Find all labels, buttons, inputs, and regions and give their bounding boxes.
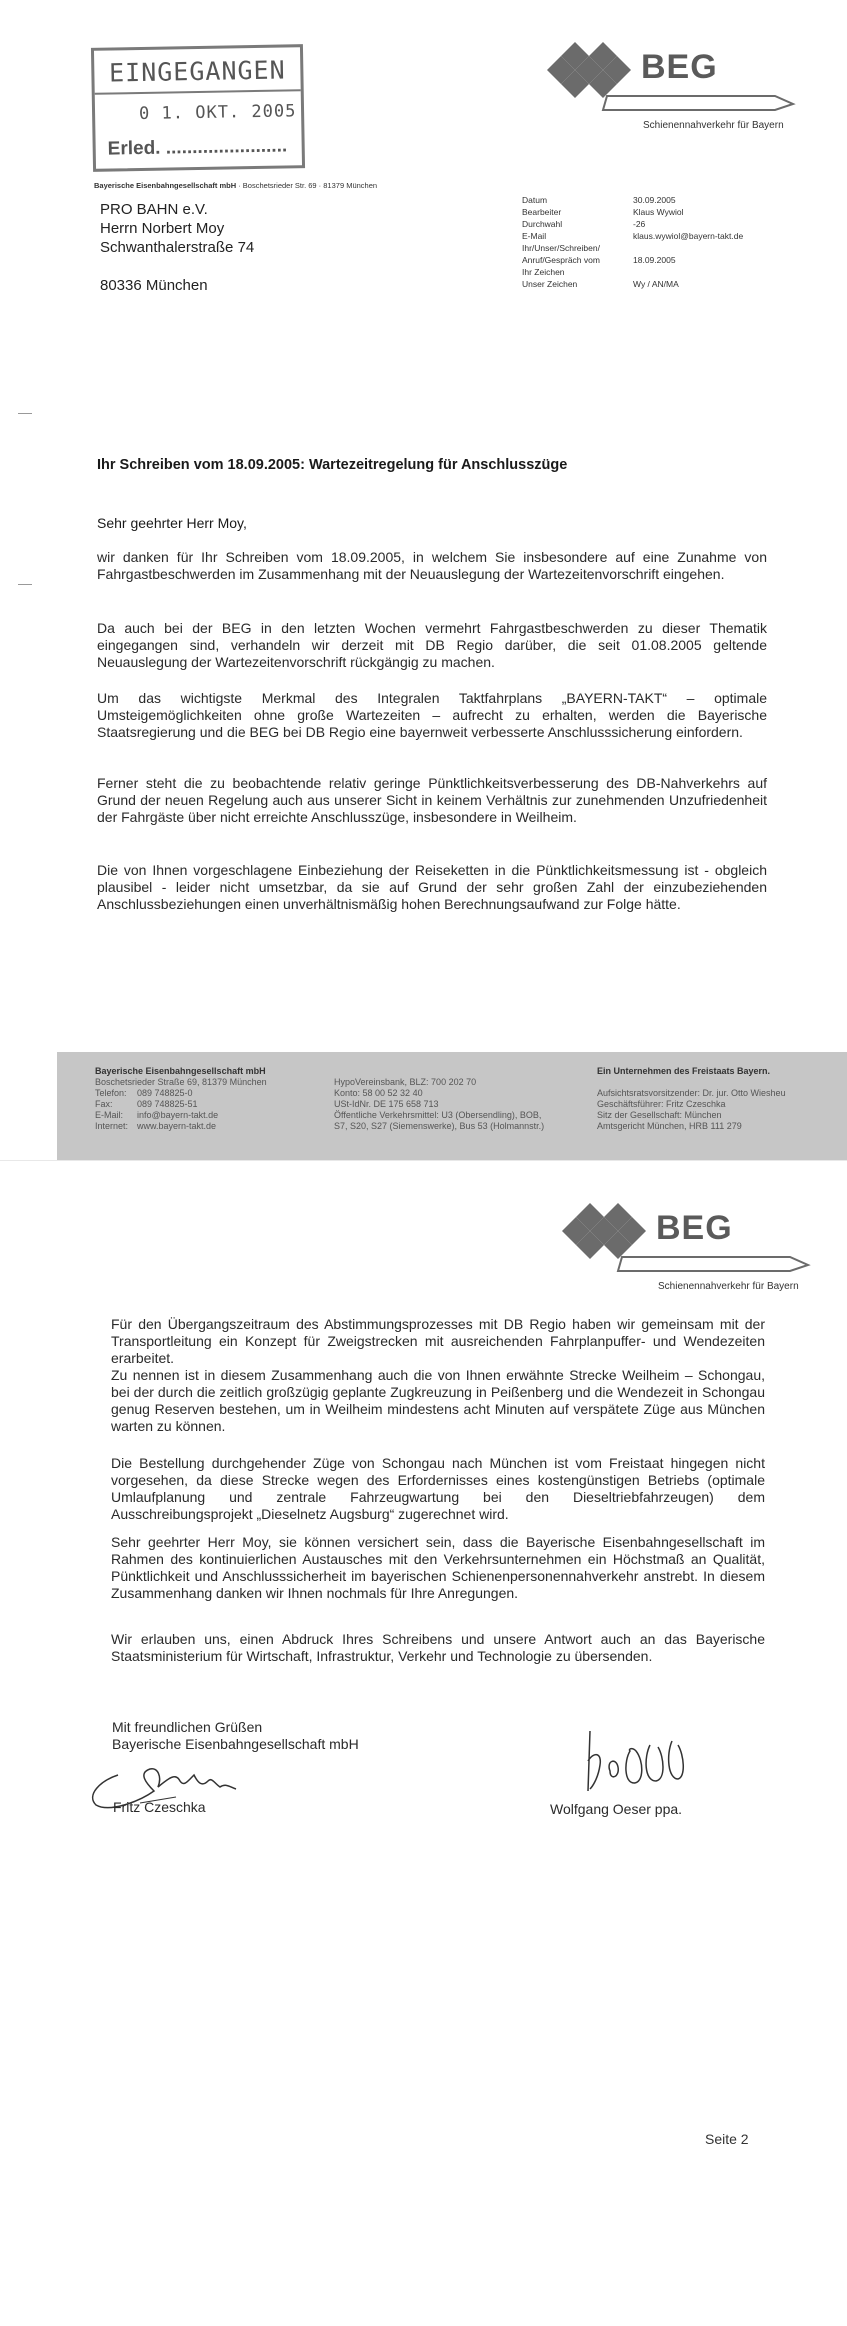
meta-label: Ihr/Unser/Schreiben/ xyxy=(522,243,600,253)
paragraph: Da auch bei der BEG in den letzten Wochen vermehrt Fahrgastbeschwerden zu dieser Thematik eingegangen sind, verhandeln wir derzeit mit DB Regio darüber, die seit 01.08.2005 geltende Neuauslegung der Wartezeitenvorschrift rückgängig zu machen. xyxy=(97,620,767,670)
logo-subtitle: Schienennahverkehr für Bayern xyxy=(658,1281,799,1292)
signer-oeser: Wolfgang Oeser ppa. xyxy=(550,1801,683,1817)
letter-footer xyxy=(57,1052,847,1160)
salutation: Sehr geehrter Herr Moy, xyxy=(97,515,247,531)
paragraph: Ferner steht die zu beobachtende relativ geringe Pünktlichkeitsverbesserung des DB-Nahverkehrs auf Grund der neuen Regelung auch aus unserer Sicht in keinem Verhältnis zur zunehmenden Unzufriedenheit der Fahrgäste über nicht erreichte Anschlusszüge, insbesondere in Weilheim. xyxy=(97,775,767,825)
footer-contact-row xyxy=(95,1099,267,1110)
footer-address: Boschetsrieder Straße 69, 81379 München xyxy=(95,1077,267,1087)
paragraph: Wir erlauben uns, einen Abdruck Ihres Schreibens und unsere Antwort auch an das Bayerische Staatsministerium für Wirtschaft, Infrastruktur, Verkehr und Technologie zu übersenden. xyxy=(111,1631,765,1664)
meta-value: Wy / AN/MA xyxy=(633,279,679,289)
footer-line: S7, S20, S27 (Siemenswerke), Bus 53 (Holmannstr.) xyxy=(334,1121,545,1131)
meta-value: 18.09.2005 xyxy=(633,255,676,265)
meta-value: klaus.wywiol@bayern-takt.de xyxy=(633,231,744,241)
sender-return-line xyxy=(94,181,377,190)
paragraph: Die Bestellung durchgehender Züge von Schongau nach München ist vom Freistaat hingegen nicht vorgesehen, da diese Strecke wegen des Erfordernisses eines kostengünstigen Betriebs (optimale Umlaufplanung und zentrale Fahrzeugwartung bei den Dieseltriebfahrzeugen) dem Ausschreibungsprojekt „Dieselnetz Augsburg“ zugerechnet wird. xyxy=(111,1455,765,1522)
footer-contact-key: Fax: xyxy=(95,1099,113,1109)
signature-oeser-icon xyxy=(580,1721,700,1801)
stamp-title: EINGEGANGEN xyxy=(94,51,301,95)
recipient-line: PRO BAHN e.V. xyxy=(100,201,208,218)
recipient-line: 80336 München xyxy=(100,277,208,294)
footer-contact-key: E-Mail: xyxy=(95,1110,124,1120)
paragraph: Für den Übergangszeitraum des Abstimmungsprozesses mit DB Regio haben wir gemeinsam mit der Transportleitung ein Konzept für Zweigstrecken mit ausreichenden Fahrplanpuffer- und Wendezeiten erarbeitet. Zu nennen ist in diesem Zusammenhang auch die von Ihnen erwähnte Strecke Weilheim – Schongau, bei der durch die zeitlich großzügig geplante Zugkreuzung in Peißenberg und die Wendezeit in Schongau genug Reserven bestehen, um in Weilheim mindestens acht Minuten auf verspätete Züge aus München warten zu können. xyxy=(111,1316,765,1434)
footer-bank-col xyxy=(334,1077,544,1132)
fold-mark xyxy=(18,584,32,585)
meta-label: E-Mail xyxy=(522,231,547,241)
meta-label: Durchwahl xyxy=(522,219,563,229)
footer-owner: Ein Unternehmen des Freistaats Bayern. xyxy=(597,1066,771,1076)
paragraph: Sehr geehrter Herr Moy, sie können versichert sein, dass die Bayerische Eisenbahngesellschaft im Rahmen des kontinuierlichen Austausches mit den Verkehrsunternehmen ein Höchstmaß an Qualität, Pünktlichkeit und Anschlusssicherheit im bayerischen Schienenpersonennahverkehr anstrebt. In diesem Zusammenhang danken wir Ihnen nochmals für Ihre Anregungen. xyxy=(111,1534,765,1601)
meta-label: Anruf/Gespräch vom xyxy=(522,255,600,265)
meta-label: Datum xyxy=(522,195,548,205)
logo-subtitle: Schienennahverkehr für Bayern xyxy=(643,120,784,131)
meta-label: Unser Zeichen xyxy=(522,279,578,289)
stamp-date: 0 1. OKT. 2005 xyxy=(138,101,297,125)
footer-contact-value: 089 748825-0 xyxy=(137,1088,193,1098)
received-stamp xyxy=(91,44,305,172)
footer-line: Konto: 58 00 52 32 40 xyxy=(334,1088,423,1098)
signer-czeschka: Fritz Czeschka xyxy=(113,1799,206,1815)
meta-label: Ihr Zeichen xyxy=(522,267,565,277)
footer-contact-row xyxy=(95,1121,267,1132)
recipient-address xyxy=(100,200,254,295)
footer-contact-key: Internet: xyxy=(95,1121,129,1131)
sender-address: · Boschetsrieder Str. 69 · 81379 München xyxy=(236,181,378,190)
sender-company: Bayerische Eisenbahngesellschaft mbH xyxy=(94,181,237,190)
meta-value: Klaus Wywiol xyxy=(633,207,684,217)
footer-line: Geschäftsführer: Fritz Czeschka xyxy=(597,1099,726,1109)
recipient-line: Schwanthalerstraße 74 xyxy=(100,239,255,256)
footer-contact-key: Telefon: xyxy=(95,1088,127,1098)
footer-line: Sitz der Gesellschaft: München xyxy=(597,1110,722,1120)
page-number: Seite 2 xyxy=(705,2131,749,2147)
letter-subject: Ihr Schreiben vom 18.09.2005: Wartezeitregelung für Anschlusszüge xyxy=(97,457,568,473)
footer-line: Amtsgericht München, HRB 111 279 xyxy=(597,1121,742,1131)
footer-line: HypoVereinsbank, BLZ: 700 202 70 xyxy=(334,1077,477,1087)
stamp-erled: Erled. ....................... xyxy=(107,135,288,160)
paragraph: Die von Ihnen vorgeschlagene Einbeziehung der Reiseketten in die Pünktlichkeitsmessung ist - obgleich plausibel - leider nicht umsetzbar, da sie auf Grund der sehr großen Zahl der einzubeziehenden Anschlussbeziehungen einen unverhältnismäßig hohen Berechnungsaufwand zur Folge hätte. xyxy=(97,862,767,912)
footer-contact-value: www.bayern-takt.de xyxy=(137,1121,217,1131)
footer-contact-value: 089 748825-51 xyxy=(137,1099,198,1109)
paragraph: wir danken für Ihr Schreiben vom 18.09.2005, in welchem Sie insbesondere auf eine Zunahme von Fahrgastbeschwerden im Zusammenhang mit der Neuauslegung der Wartezeitenvorschrift eingehen. xyxy=(97,549,767,582)
footer-line: USt-IdNr. DE 175 658 713 xyxy=(334,1099,439,1109)
beg-logo xyxy=(560,1199,847,1309)
closing-company: Bayerische Eisenbahngesellschaft mbH xyxy=(112,1736,359,1752)
footer-contact-row xyxy=(95,1088,267,1099)
footer-contact-value: info@bayern-takt.de xyxy=(137,1110,219,1120)
recipient-line: Herrn Norbert Moy xyxy=(100,220,225,237)
meta-label: Bearbeiter xyxy=(522,207,562,217)
meta-value: -26 xyxy=(633,219,646,229)
footer-contact-row xyxy=(95,1110,267,1121)
letter-page-2 xyxy=(0,1160,847,2326)
paragraph: Um das wichtigste Merkmal des Integralen Taktfahrplans „BAYERN-TAKT“ – optimale Umsteigemöglichkeiten ohne große Wartezeiten – aufrecht zu erhalten, werden die Bayerische Staatsregierung und die BEG bei DB Regio eine bayernweit verbesserte Anschlusssicherung einfordern. xyxy=(97,690,767,740)
letter-page-1 xyxy=(0,0,847,1160)
fold-mark xyxy=(18,413,32,414)
logo-text: BEG xyxy=(641,48,718,86)
logo-text: BEG xyxy=(656,1209,733,1247)
footer-company: Bayerische Eisenbahngesellschaft mbH xyxy=(95,1066,266,1076)
closing-greeting: Mit freundlichen Grüßen xyxy=(112,1719,263,1735)
footer-company-col xyxy=(95,1066,267,1132)
footer-line: Öffentliche Verkehrsmittel: U3 (Obersendling), BOB, xyxy=(334,1110,542,1120)
footer-legal-col xyxy=(597,1066,786,1132)
footer-line: Aufsichtsratsvorsitzender: Dr. jur. Otto Wiesheu xyxy=(597,1088,786,1098)
beg-logo xyxy=(545,38,845,148)
meta-value: 30.09.2005 xyxy=(633,195,676,205)
recipient-line xyxy=(100,257,254,276)
